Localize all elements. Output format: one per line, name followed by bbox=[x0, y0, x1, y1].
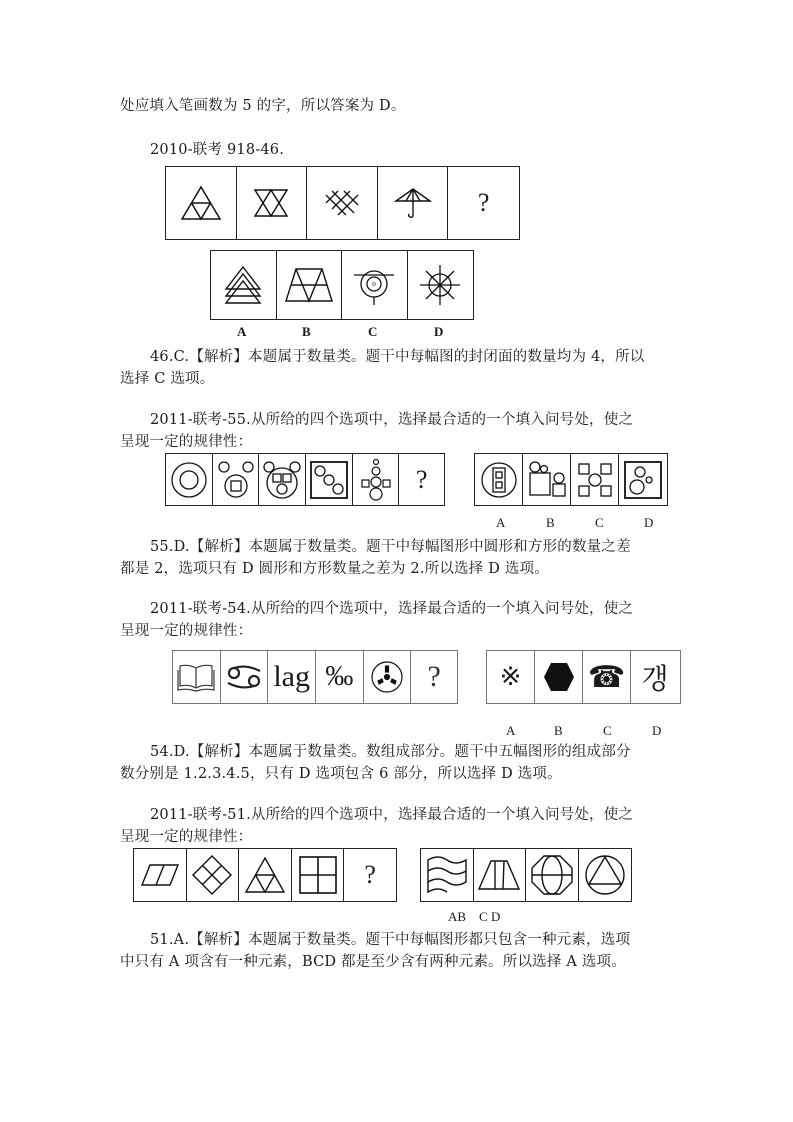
q54-title-line2: 呈现一定的规律性： bbox=[120, 623, 253, 639]
q55-option-d[interactable] bbox=[619, 454, 667, 505]
square-quartered-icon bbox=[298, 855, 338, 895]
q51-title-line1: 2011-联考-51.从所给的四个选项中，选择最合适的一个填入问号处，使之 bbox=[150, 807, 634, 823]
q46-label-b: B bbox=[302, 324, 311, 339]
circles-squares-column-icon bbox=[360, 458, 392, 502]
q51-stem-3 bbox=[239, 849, 292, 901]
q54-title-line1: 2011-联考-54.从所给的四个选项中，选择最合适的一个填入问号处，使之 bbox=[150, 601, 634, 617]
q46-title: 2010-联考 918-46. bbox=[150, 142, 285, 158]
q46-stem-strip bbox=[165, 166, 520, 240]
q55-stem-2 bbox=[213, 454, 260, 505]
trapezoid-lines-icon bbox=[477, 859, 521, 891]
q55-option-c[interactable] bbox=[571, 454, 619, 505]
q55-option-a[interactable] bbox=[475, 454, 523, 505]
square-three-circles-icon bbox=[309, 460, 349, 500]
q55-stem-5 bbox=[353, 454, 400, 505]
triangle-subdivided-icon bbox=[244, 856, 286, 894]
q55-answer-line1: 55.D.【解析】本题属于数量类。题干中每幅图形中圆形和方形的数量之差 bbox=[150, 539, 631, 555]
q54-answer-line2: 数分别是 1.2.3.4.5，只有 D 选项包含 6 部分，所以选择 D 选项。 bbox=[120, 766, 562, 782]
octagon-ellipse-icon bbox=[530, 854, 574, 896]
q46-label-a: A bbox=[237, 324, 247, 339]
q54-option-c[interactable]: ☎ bbox=[583, 651, 631, 703]
q51-title-line2: 呈现一定的规律性： bbox=[120, 829, 253, 845]
crossed-lines-icon bbox=[324, 189, 360, 217]
q51-options-strip bbox=[420, 848, 632, 902]
q55-stem-4 bbox=[306, 454, 353, 505]
square-three-circles-option-icon bbox=[623, 460, 663, 500]
circle-square-two-circles-icon bbox=[217, 460, 255, 500]
q51-answer-line1: 51.A.【解析】本题属于数量类。题干中每幅图形都只包含一种元素，选项 bbox=[150, 932, 631, 948]
q54-option-b[interactable] bbox=[535, 651, 583, 703]
q46-question-mark: ? bbox=[477, 188, 490, 217]
q46-stem-4 bbox=[378, 167, 449, 239]
q55-label-d: D bbox=[644, 515, 654, 530]
q51-option-b[interactable] bbox=[474, 849, 527, 901]
q55-label-a: A bbox=[496, 515, 506, 530]
stacked-triangles-icon bbox=[224, 265, 262, 305]
wavy-flag-icon bbox=[426, 854, 468, 896]
q54-stem-1 bbox=[173, 651, 221, 703]
q51-answer-line2: 中只有 A 项含有一种元素，BCD 都是至少含有两种元素。所以选择 A 选项。 bbox=[120, 954, 626, 970]
cancer-sign-icon bbox=[224, 664, 264, 690]
q55-option-b[interactable] bbox=[523, 454, 571, 505]
q55-label-b: B bbox=[546, 515, 555, 530]
q55-label-c: C bbox=[595, 515, 604, 530]
q46-answer-line2: 选择 C 选项。 bbox=[120, 371, 215, 387]
q55-question-mark: ? bbox=[415, 464, 428, 494]
diamond-quartered-icon bbox=[191, 854, 233, 896]
q54-options-strip bbox=[486, 650, 681, 704]
q46-option-d[interactable] bbox=[408, 251, 474, 319]
q55-options-strip bbox=[474, 453, 668, 506]
q54-label-c: C bbox=[603, 723, 612, 738]
intro-line: 处应填入笔画数为 5 的字，所以答案为 D。 bbox=[120, 98, 406, 114]
q51-option-d[interactable] bbox=[579, 849, 632, 901]
q46-options-strip bbox=[210, 250, 474, 320]
q51-stem-strip bbox=[133, 848, 397, 902]
triangle-subdivided-icon bbox=[180, 185, 222, 221]
q54-stem-2 bbox=[221, 651, 269, 703]
q55-answer-line2: 都是 2，选项只有 D 圆形和方形数量之差为 2.所以选择 D 选项。 bbox=[120, 561, 549, 577]
q54-option-a[interactable]: ※ bbox=[487, 651, 535, 703]
q55-stem-1 bbox=[166, 454, 213, 505]
circle-rect-two-squares-icon bbox=[480, 461, 518, 499]
circle-three-dots-icon bbox=[369, 659, 405, 695]
q46-label-c: C bbox=[368, 324, 378, 339]
hourglass-triangles-icon bbox=[253, 188, 289, 218]
q46-stem-3 bbox=[307, 167, 378, 239]
q46-label-d: D bbox=[434, 324, 444, 339]
q51-question-mark: ? bbox=[364, 860, 376, 889]
parallelogram-split-icon bbox=[140, 863, 180, 887]
q54-label-b: B bbox=[554, 723, 563, 738]
q46-answer-line1: 46.C.【解析】本题属于数量类。题干中每幅图的封闭面的数量均为 4，所以 bbox=[150, 349, 645, 365]
circle-triangle-icon bbox=[584, 854, 626, 896]
q51-options-labels: AB C D bbox=[448, 909, 501, 924]
q54-option-d[interactable]: 갱 bbox=[641, 662, 669, 695]
q55-stem-strip bbox=[165, 453, 445, 506]
q54-stem-4-permille: ‰ bbox=[316, 651, 364, 703]
squares-with-circles-icon bbox=[527, 460, 567, 500]
q54-question-mark: ? bbox=[427, 660, 441, 693]
q54-answer-line1: 54.D.【解析】本题属于数量类。数组成部分。题干中五幅图形的组成部分 bbox=[150, 744, 631, 760]
q51-option-c[interactable] bbox=[526, 849, 579, 901]
q51-stem-4 bbox=[292, 849, 345, 901]
bear-face-icon bbox=[262, 459, 302, 501]
q46-option-a[interactable] bbox=[211, 251, 277, 319]
q54-stem-3-lag: lag bbox=[268, 651, 316, 703]
q54-stem-strip bbox=[172, 650, 458, 704]
q51-option-a[interactable] bbox=[421, 849, 474, 901]
q55-title-line1: 2011-联考-55.从所给的四个选项中，选择最合适的一个填入问号处，使之 bbox=[150, 412, 634, 428]
q46-option-b[interactable] bbox=[277, 251, 343, 319]
concentric-circles-icon bbox=[170, 461, 208, 499]
q46-stem-2 bbox=[237, 167, 308, 239]
q54-label-a: A bbox=[506, 723, 516, 738]
q51-stem-2 bbox=[187, 849, 240, 901]
q51-stem-1 bbox=[134, 849, 187, 901]
q46-option-c[interactable] bbox=[342, 251, 408, 319]
q54-label-d: D bbox=[652, 723, 662, 738]
q55-title-line2: 呈现一定的规律性： bbox=[120, 434, 253, 450]
umbrella-icon bbox=[394, 187, 432, 219]
concentric-circles-crosshair-icon bbox=[352, 264, 396, 306]
q54-stem-5 bbox=[364, 651, 412, 703]
q46-stem-1 bbox=[166, 167, 237, 239]
circle-spokes-icon bbox=[418, 263, 462, 307]
trapezoid-triangles-icon bbox=[284, 267, 334, 303]
four-squares-circle-icon bbox=[576, 461, 614, 499]
black-hexagon-icon bbox=[543, 662, 575, 692]
open-book-icon bbox=[176, 662, 216, 692]
q55-stem-3 bbox=[259, 454, 306, 505]
